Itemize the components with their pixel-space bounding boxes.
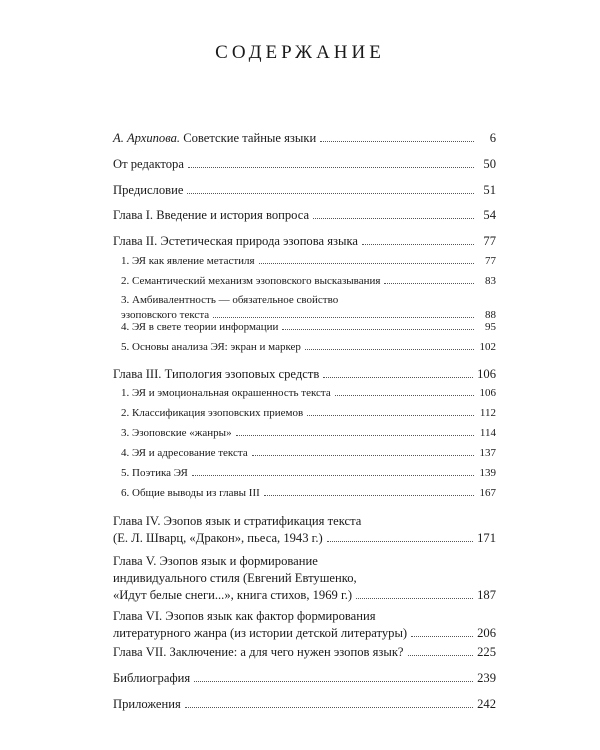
toc-page: 206 [477, 626, 496, 640]
toc-subentry [121, 340, 496, 355]
leader-dots [320, 141, 474, 142]
toc-page: 95 [485, 321, 496, 333]
toc-title: 5. Поэтика ЭЯ [121, 467, 188, 479]
toc-page: 51 [483, 183, 496, 197]
toc-title: Глава II. Эстетическая природа эзопова языка [113, 234, 358, 248]
toc-title-line: «Идут белые снеги...», книга стихов, 1969 г.) [113, 588, 353, 602]
toc-title: Предисловие [113, 183, 184, 197]
toc-entry-chapter-4 [113, 513, 496, 547]
toc-entry-editor [113, 156, 496, 173]
leader-dots [356, 598, 473, 599]
leader-dots [264, 495, 474, 496]
toc-subentry [121, 466, 496, 481]
toc-page: 242 [477, 697, 496, 711]
toc-title: От редактора [113, 157, 184, 171]
toc-title-line: 3. Амбивалентность — обязательное свойство [121, 294, 339, 306]
toc-page: 83 [485, 275, 496, 287]
leader-dots [194, 681, 473, 682]
toc-subentry [121, 320, 496, 335]
toc-page: 88 [485, 309, 496, 321]
toc-title-line: Глава IV. Эзопов язык и стратификация текста [113, 514, 362, 528]
toc-title-line: Глава V. Эзопов язык и формирование [113, 554, 318, 568]
leader-dots [213, 317, 474, 318]
toc-page: 102 [479, 341, 496, 353]
toc-page: 50 [483, 157, 496, 171]
toc-title: 1. ЭЯ и эмоциональная окрашенность текста [121, 387, 331, 399]
leader-dots [313, 218, 474, 219]
toc-subentry [121, 293, 496, 323]
toc-author: А. Архипова. [113, 131, 181, 145]
toc-title: Приложения [113, 697, 181, 711]
toc-subentry [121, 486, 496, 501]
toc-page: 139 [479, 467, 496, 479]
toc-entry-chapter-3 [113, 366, 496, 383]
toc-page: 239 [477, 671, 496, 685]
toc-title: Советские тайные языки [183, 131, 317, 145]
toc-title: Библиография [113, 671, 191, 685]
toc-entry-chapter-6 [113, 608, 496, 642]
leader-dots [384, 283, 474, 284]
toc-page: 114 [479, 427, 496, 439]
toc-entry-chapter-2 [113, 233, 496, 250]
toc-subentry [121, 406, 496, 421]
toc-title-line: Глава VI. Эзопов язык как фактор формирования [113, 609, 376, 623]
toc-page: 187 [477, 588, 496, 602]
toc-subentry [121, 386, 496, 401]
leader-dots [323, 377, 473, 378]
leader-dots [408, 655, 474, 656]
toc-entry-chapter-7 [113, 644, 496, 661]
leader-dots [362, 244, 474, 245]
toc-page: 167 [479, 487, 496, 499]
toc-title: Глава I. Введение и история вопроса [113, 208, 310, 222]
toc-title: 3. Эзоповские «жанры» [121, 427, 232, 439]
toc-title: 1. ЭЯ как явление метастиля [121, 255, 255, 267]
leader-dots [305, 349, 474, 350]
leader-dots [185, 707, 473, 708]
toc-subentry [121, 446, 496, 461]
toc-title-line: литературного жанра (из истории детской литературы) [113, 626, 408, 640]
toc-entry-chapter-5 [113, 553, 496, 604]
leader-dots [259, 263, 474, 264]
toc-title: 2. Классификация эзоповских приемов [121, 407, 304, 419]
leader-dots [188, 167, 474, 168]
toc-title: 4. ЭЯ и адресование текста [121, 447, 248, 459]
toc-title-line: (Е. Л. Шварц, «Дракон», пьеса, 1943 г.) [113, 531, 323, 545]
leader-dots [236, 435, 474, 436]
leader-dots [187, 193, 474, 194]
toc-page: 54 [483, 208, 496, 222]
leader-dots [282, 329, 474, 330]
toc-page: 225 [477, 645, 496, 659]
toc-title-line: индивидуального стиля (Евгений Евтушенко, [113, 571, 357, 585]
leader-dots [327, 541, 473, 542]
leader-dots [307, 415, 474, 416]
toc-subentry [121, 274, 496, 289]
toc-title: 2. Семантический механизм эзоповского высказывания [121, 275, 381, 287]
toc-title: 6. Общие выводы из главы III [121, 487, 260, 499]
toc-title: 5. Основы анализа ЭЯ: экран и маркер [121, 341, 301, 353]
leader-dots [411, 636, 473, 637]
toc-subentry [121, 254, 496, 269]
leader-dots [335, 395, 474, 396]
toc-page: 6 [489, 131, 496, 145]
toc-entry-appendices [113, 696, 496, 713]
toc-entry-bibliography [113, 670, 496, 687]
toc-entry-intro-article [113, 130, 496, 147]
toc-subentry [121, 426, 496, 441]
leader-dots [252, 455, 474, 456]
leader-dots [192, 475, 474, 476]
toc-page: 77 [485, 255, 496, 267]
toc-entry-chapter-1 [113, 207, 496, 224]
toc-title: Глава III. Типология эзоповых средств [113, 367, 320, 381]
toc-title: Глава VII. Заключение: а для чего нужен эзопов язык? [113, 645, 404, 659]
toc-title-line: эзоповского текста [121, 309, 210, 321]
toc-page: 77 [483, 234, 496, 248]
toc-page: 171 [477, 531, 496, 545]
page-title: СОДЕРЖАНИЕ [215, 42, 385, 63]
toc-entry-preface [113, 182, 496, 199]
toc-title: 4. ЭЯ в свете теории информации [121, 321, 279, 333]
toc-page: 106 [477, 367, 496, 381]
toc-page: 106 [479, 387, 496, 399]
toc-page: 137 [479, 447, 496, 459]
toc-page: 112 [479, 407, 496, 419]
